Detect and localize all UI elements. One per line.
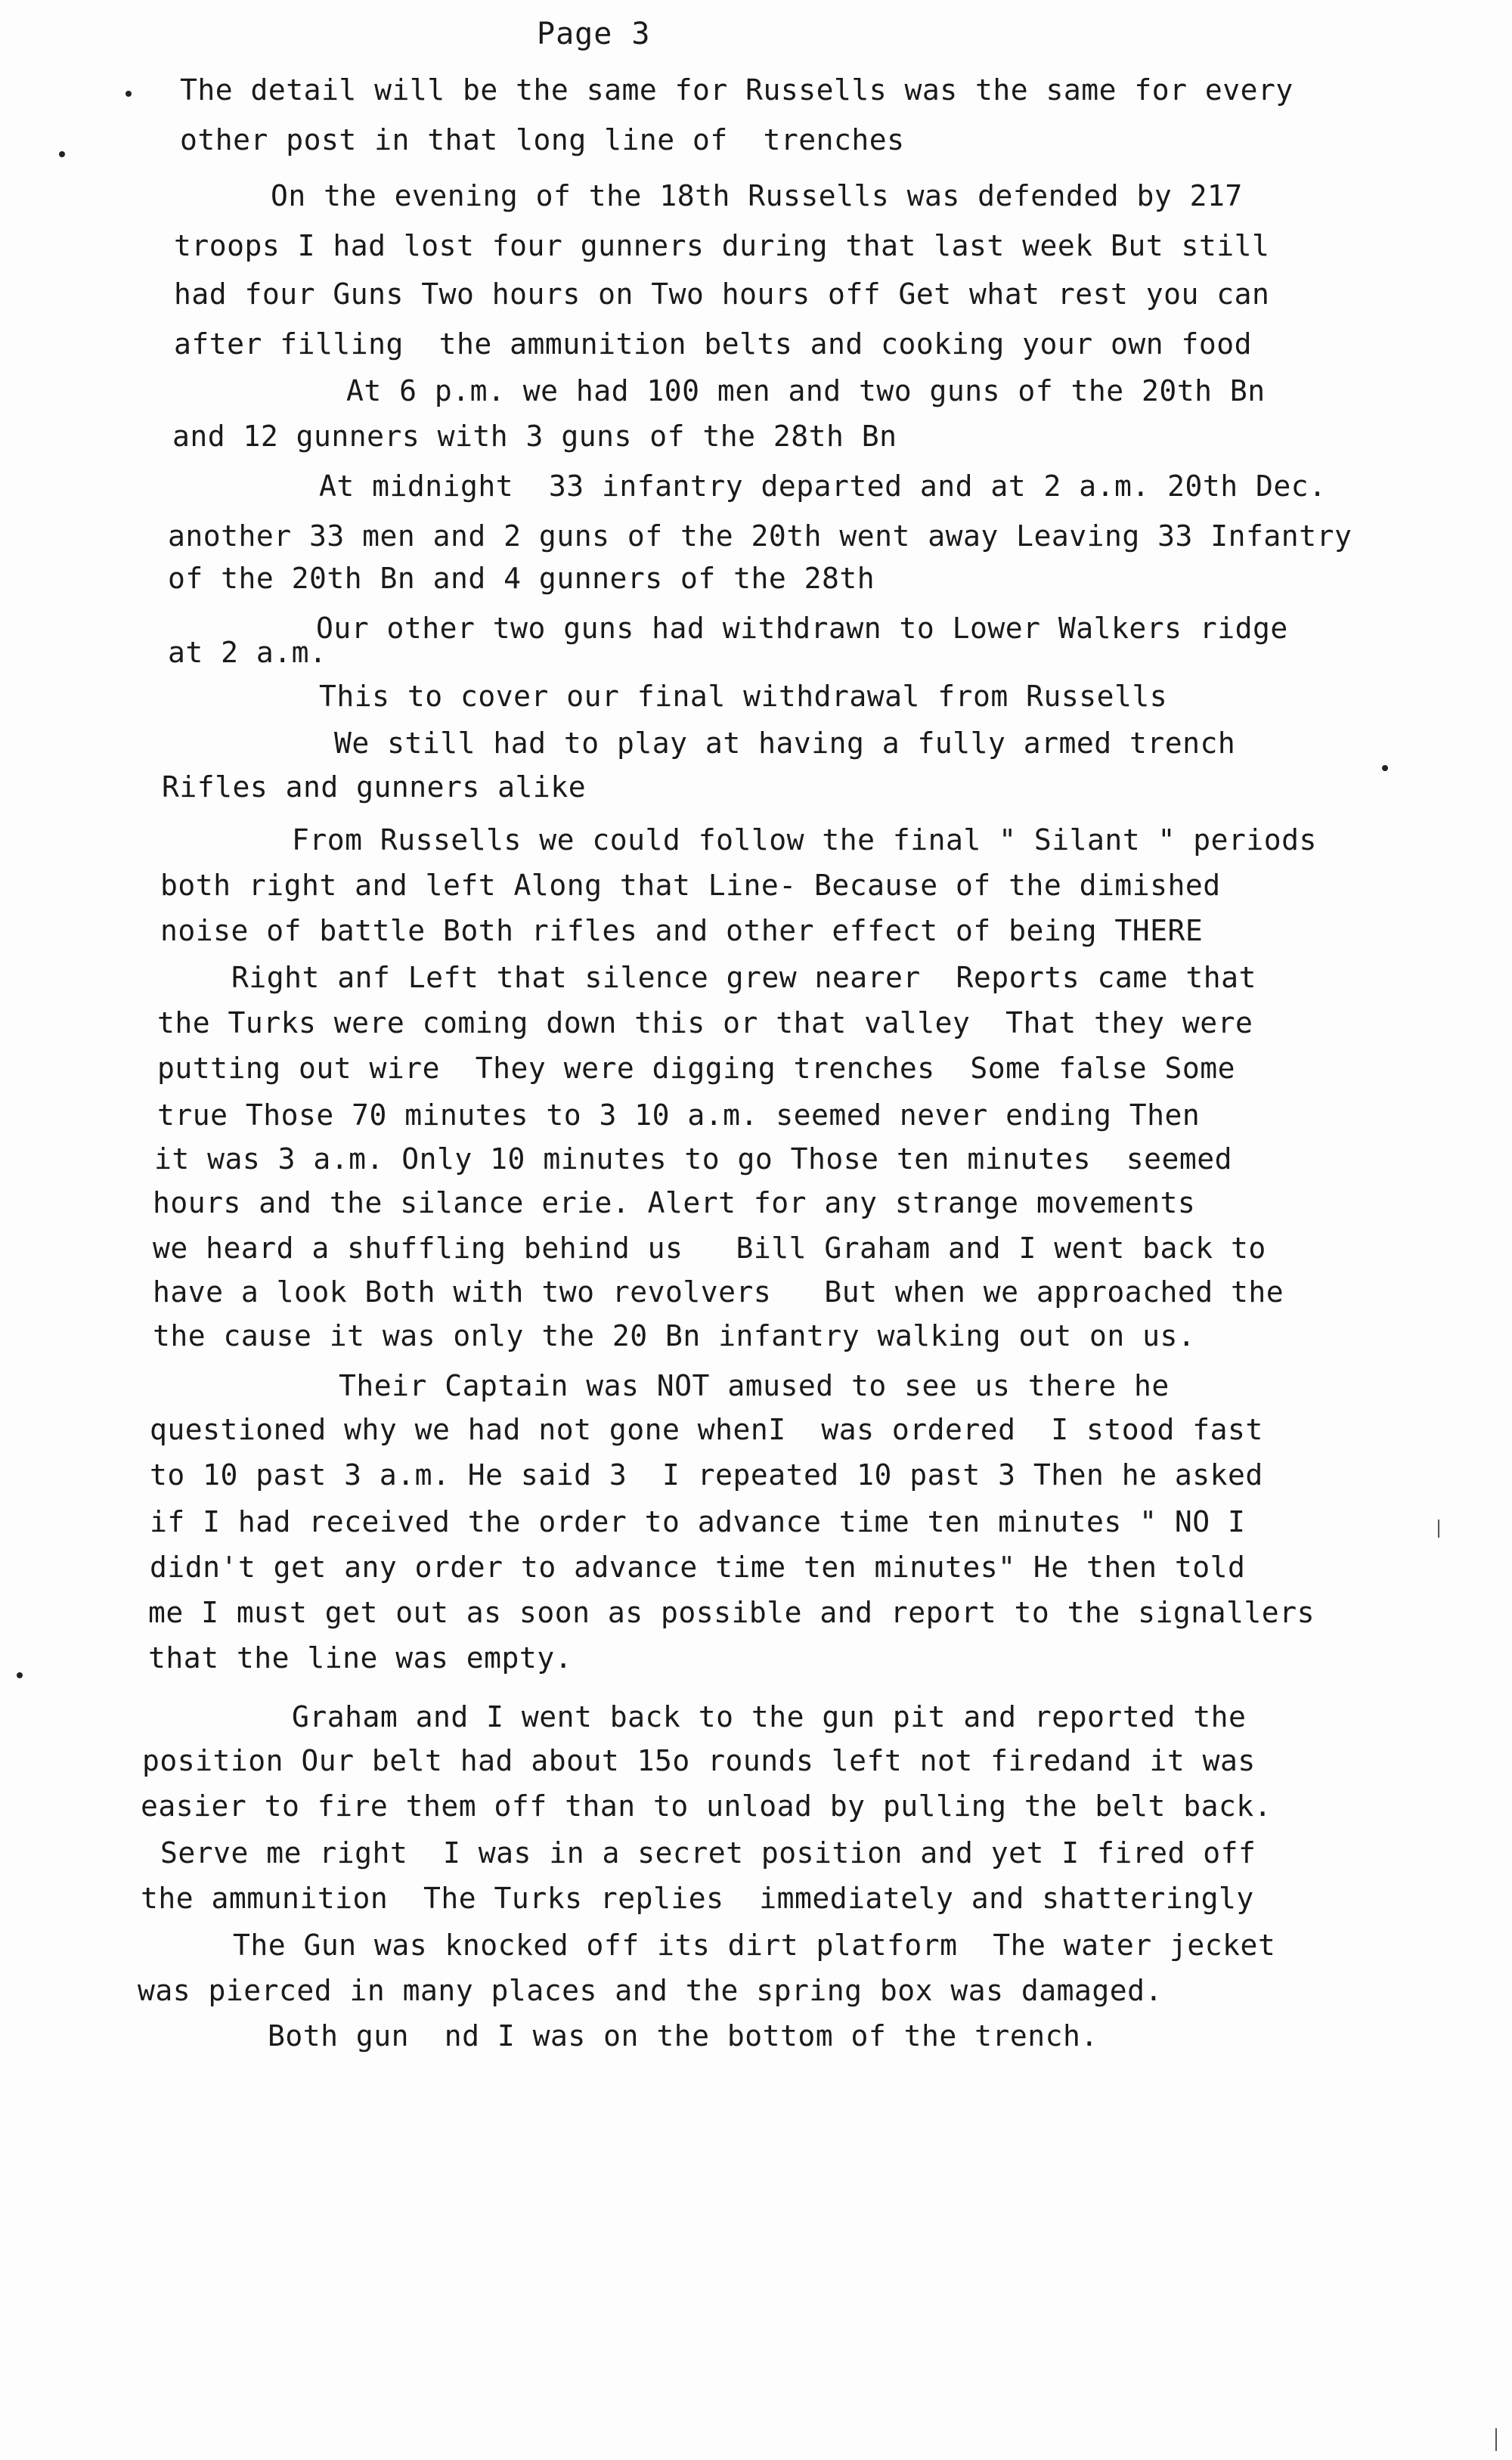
text-line: to 10 past 3 a.m. He said 3 I repeated 10 past 3 Then he asked	[150, 1458, 1263, 1492]
text-line: Rifles and gunners alike	[162, 770, 587, 804]
text-line: of the 20th Bn and 4 gunners of the 28th	[168, 562, 875, 595]
scan-mark	[1495, 2428, 1497, 2451]
text-line: and 12 gunners with 3 guns of the 28th Bn	[172, 420, 897, 453]
text-line: Graham and I went back to the gun pit and reported the	[292, 1700, 1247, 1733]
text-line: putting out wire They were digging trenches Some false Some	[157, 1052, 1236, 1085]
text-line: position Our belt had about 15o rounds left not firedand it was	[142, 1744, 1256, 1777]
text-line: The detail will be the same for Russells was the same for every	[180, 73, 1294, 107]
text-line: the ammunition The Turks replies immediately and shatteringly	[141, 1882, 1254, 1915]
text-line: another 33 men and 2 guns of the 20th went away Leaving 33 Infantry	[168, 519, 1352, 553]
text-line: after filling the ammunition belts and cooking your own food	[174, 327, 1253, 361]
scan-speck	[17, 1672, 23, 1678]
text-line: was pierced in many places and the spring box was damaged.	[138, 1974, 1163, 2007]
text-line: true Those 70 minutes to 3 10 a.m. seemed never ending Then	[157, 1098, 1201, 1132]
text-line: had four Guns Two hours on Two hours off Get what rest you can	[174, 277, 1270, 311]
text-line: Our other two guns had withdrawn to Lower Walkers ridge	[316, 612, 1288, 645]
text-line: didn't get any order to advance time ten minutes" He then told	[150, 1551, 1246, 1584]
text-line: easier to fire them off than to unload by pulling the belt back.	[141, 1789, 1272, 1823]
text-line: the cause it was only the 20 Bn infantry walking out on us.	[153, 1319, 1196, 1352]
scan-speck	[125, 91, 132, 97]
text-line: noise of battle Both rifles and other effect of being THERE	[160, 914, 1204, 947]
text-line: if I had received the order to advance time ten minutes " NO I	[150, 1505, 1246, 1538]
text-line: we heard a shuffling behind us Bill Graham and I went back to	[153, 1232, 1266, 1265]
text-line: the Turks were coming down this or that valley That they were	[157, 1006, 1253, 1039]
text-line: that the line was empty.	[148, 1641, 573, 1675]
text-line: both right and left Along that Line- Because of the dimished	[160, 869, 1221, 902]
text-line: it was 3 a.m. Only 10 minutes to go Those ten minutes seemed	[154, 1142, 1233, 1176]
scan-speck	[1382, 765, 1388, 771]
text-line: hours and the silance erie. Alert for any strange movements	[153, 1186, 1196, 1219]
text-line: at 2 a.m.	[168, 636, 327, 669]
scan-speck	[59, 151, 65, 157]
text-line: questioned why we had not gone whenI was ordered I stood fast	[150, 1413, 1263, 1446]
text-line: From Russells we could follow the final " Silant " periods	[292, 823, 1317, 857]
text-line: have a look Both with two revolvers But when we approached the	[153, 1275, 1284, 1309]
text-line: On the evening of the 18th Russells was defended by 217	[271, 179, 1243, 212]
text-line: me I must get out as soon as possible and report to the signallers	[148, 1596, 1315, 1629]
text-line: other post in that long line of trenches	[180, 123, 905, 156]
text-line: We still had to play at having a fully armed trench	[334, 727, 1236, 760]
scan-mark	[1438, 1520, 1439, 1538]
page-number-header: Page 3	[537, 17, 651, 51]
text-line: troops I had lost four gunners during that last week But still	[174, 229, 1270, 262]
text-line: This to cover our final withdrawal from Russells	[319, 680, 1168, 713]
text-line: Serve me right I was in a secret position and yet I fired off	[160, 1836, 1256, 1870]
text-line: Right anf Left that silence grew nearer Reports came that	[231, 961, 1256, 994]
text-line: At 6 p.m. we had 100 men and two guns of the 20th Bn	[346, 374, 1266, 407]
text-line: Their Captain was NOT amused to see us there he	[339, 1369, 1170, 1402]
text-line: At midnight 33 infantry departed and at 2 a.m. 20th Dec.	[319, 469, 1327, 503]
text-line: Both gun nd I was on the bottom of the trench.	[268, 2019, 1098, 2053]
text-line: The Gun was knocked off its dirt platform The water jecket	[233, 1929, 1276, 1962]
